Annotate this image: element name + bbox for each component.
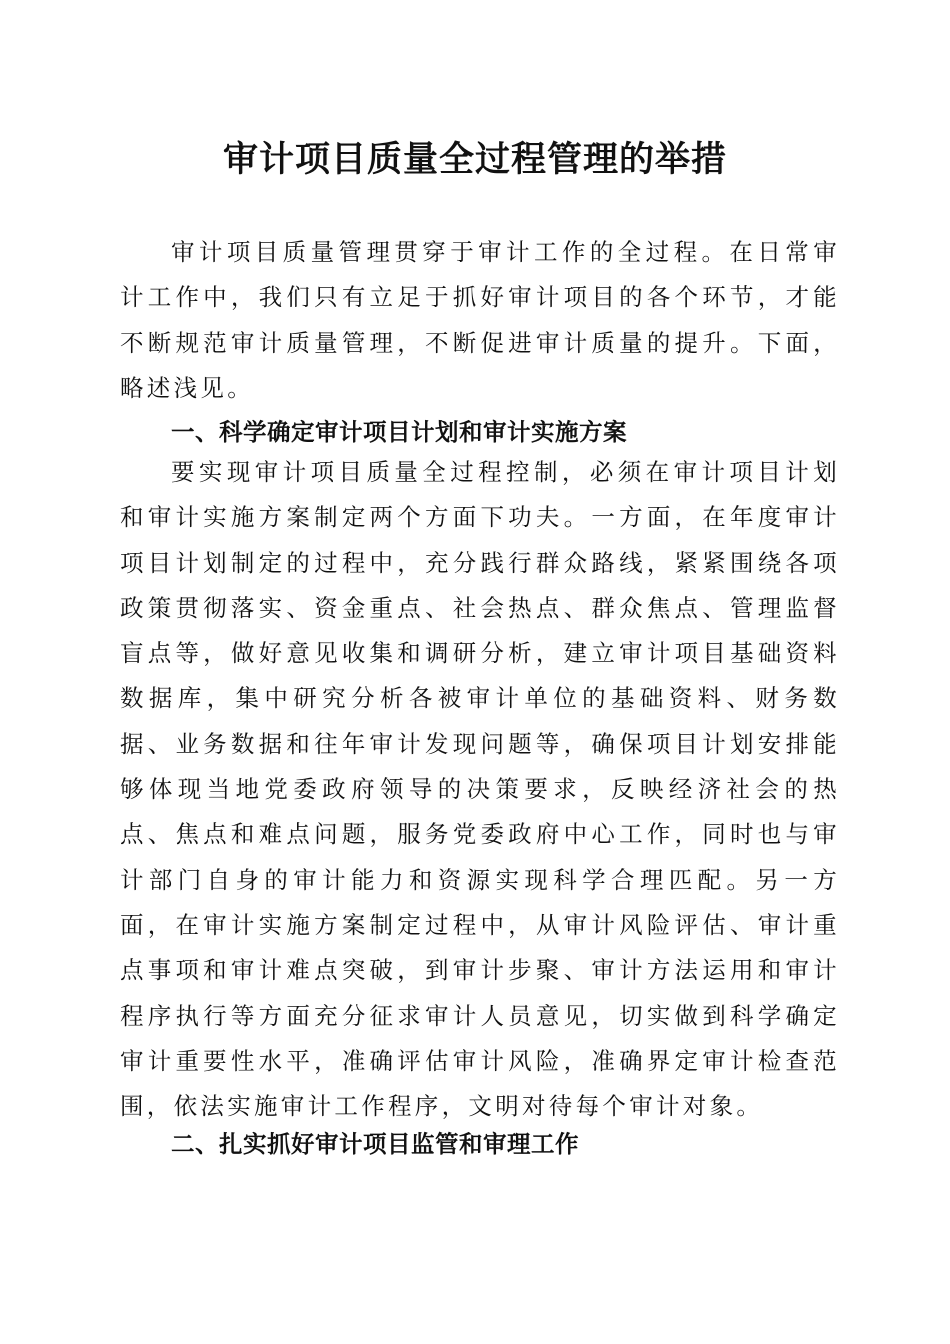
section-2-heading: 二、扎实抓好审计项目监管和审理工作 (171, 1130, 579, 1158)
document-title: 审计项目质量全过程管理的举措 (222, 139, 727, 180)
intro-paragraph: 审计项目质量管理贯穿于审计工作的全过程。在日常审计工作中，我们只有立足于抓好审计项目的各个环节，才能不断规范审计质量管理，不断促进审计质量的提升。下面，略述浅见。 (120, 238, 840, 402)
section-1-heading: 一、科学确定审计项目计划和审计实施方案 (171, 418, 627, 446)
section-1-paragraph: 要实现审计项目质量全过程控制，必须在审计项目计划和审计实施方案制定两个方面下功夫。一方面，在年度审计项目计划制定的过程中，充分践行群众路线，紧紧围绕各项政策贯彻落实、资金重点、社会热点、群众焦点、管理监督盲点等，做好意见收集和调研分析，建立审计项目基础资料数据库，集中研究分析各被审计单位的基础资料、财务数据、业务数据和往年审计发现问题等，确保项目计划安排能够体现当地党委政府领导的决策要求，反映经济社会的热点、焦点和难点问题，服务党委政府中心工作，同时也与审计部门自身的审计能力和资源实现科学合理匹配。另一方面，在审计实施方案制定过程中，从审计风险评估、审计重点事项和审计难点突破，到审计步聚、审计方法运用和审计程序执行等方面充分征求审计人员意见，切实做到科学确定审计重要性水平，准确评估审计风险，准确界定审计检查范围，依法实施审计工作程序，文明对待每个审计对象。 (120, 458, 840, 1121)
